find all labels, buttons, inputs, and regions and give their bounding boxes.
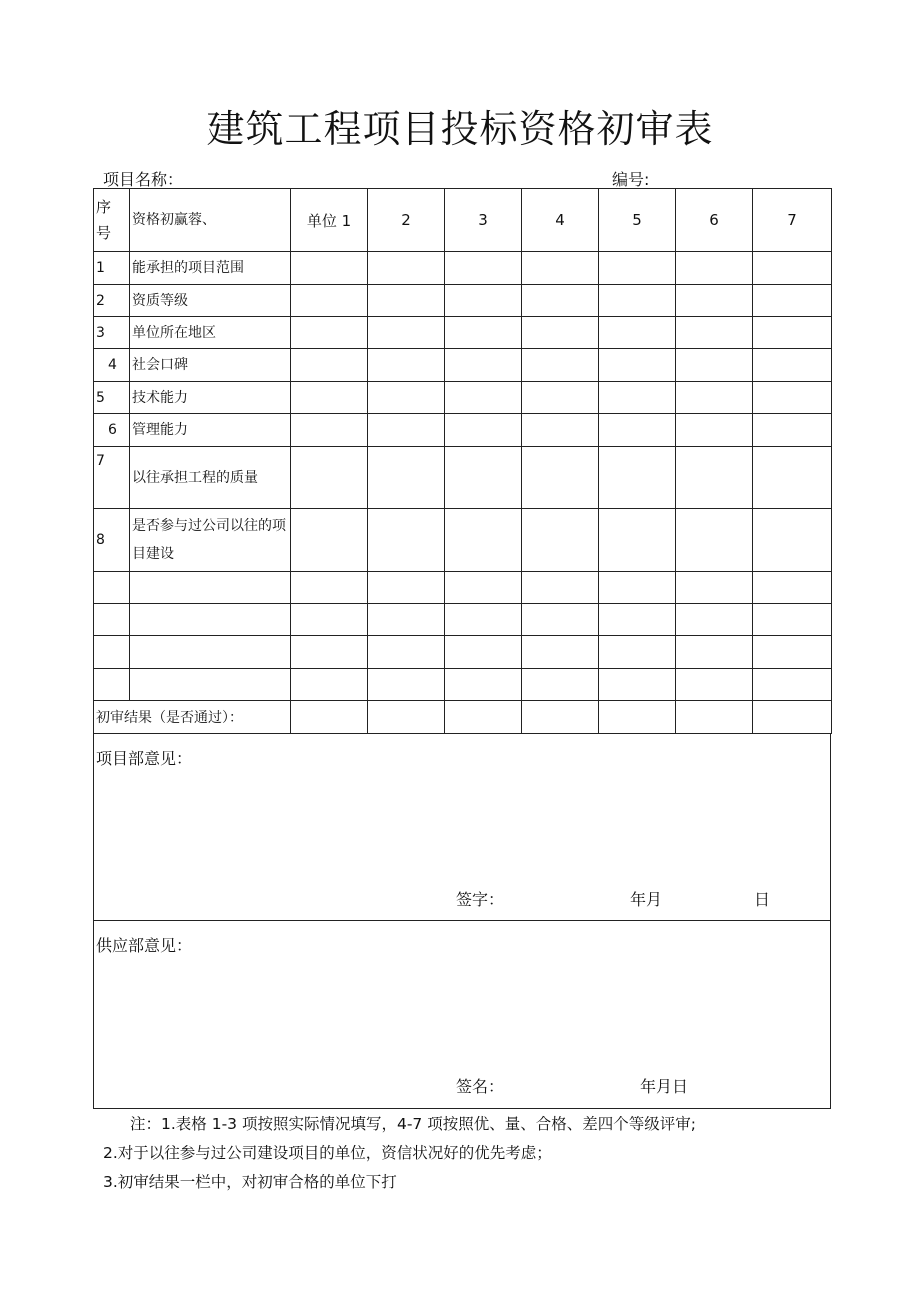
project-date-ym: 年月 (630, 890, 663, 909)
note-line-2: 2.对于以往参与过公司建设项目的单位，资信状况好的优先考虑； (103, 1144, 552, 1162)
row-seq: 4 (94, 349, 130, 382)
empty-row (94, 669, 832, 701)
document-title: 建筑工程项目投标资格初审表 (206, 107, 714, 151)
row-item: 能承担的项目范围 (130, 252, 291, 285)
table-row (94, 285, 832, 317)
note-line-1: 注：1.表格 1-3 项按照实际情况填写，4-7 项按照优、量、合格、差四个等级评审; (130, 1115, 696, 1133)
header-unit-3: 3 (445, 189, 522, 252)
row-seq: 6 (94, 414, 130, 447)
row-seq: 3 (94, 317, 130, 349)
row-seq: 5 (94, 382, 130, 414)
row-item: 以往承担工程的质量 (130, 447, 291, 509)
row-item: 单位所在地区 (130, 317, 291, 349)
header-unit-1: 单位 1 (291, 189, 368, 252)
empty-row (94, 572, 832, 604)
row-item: 是否参与过公司以往的项目建设 (130, 509, 291, 572)
project-sign-label: 签字： (456, 890, 505, 909)
empty-row (94, 604, 832, 636)
project-name-label: 项目名称： (103, 170, 184, 189)
table-row (94, 252, 832, 285)
table-row (94, 317, 832, 349)
supply-sign-label: 签名： (456, 1077, 505, 1096)
supply-dept-label: 供应部意见： (96, 936, 193, 955)
qualification-table (93, 188, 832, 734)
empty-row (94, 636, 832, 669)
supply-date: 年月日 (640, 1077, 689, 1096)
header-unit-7: 7 (753, 189, 832, 252)
table-row (94, 447, 832, 509)
result-label: 初审结果（是否通过）： (94, 701, 291, 734)
row-seq: 1 (94, 252, 130, 285)
note-line-3: 3.初审结果一栏中，对初审合格的单位下打 (103, 1173, 397, 1191)
header-unit-5: 5 (599, 189, 676, 252)
project-dept-label: 项目部意见： (96, 749, 193, 768)
project-date-d: 日 (754, 890, 771, 909)
header-row (94, 189, 832, 252)
code-label: 编号: (612, 170, 650, 189)
header-seq-label: 序号 (96, 198, 112, 242)
header-unit-4: 4 (522, 189, 599, 252)
supply-dept-opinion (93, 921, 831, 1109)
header-criteria: 资格初赢蓉、 (130, 189, 291, 252)
row-item: 管理能力 (130, 414, 291, 447)
header-seq (94, 189, 130, 252)
row-item: 技术能力 (130, 382, 291, 414)
table-row (94, 414, 832, 447)
row-seq: 2 (94, 285, 130, 317)
table-row (94, 349, 832, 382)
header-unit-2: 2 (368, 189, 445, 252)
header-unit-6: 6 (676, 189, 753, 252)
row-seq: 8 (94, 509, 130, 572)
project-dept-opinion (93, 734, 831, 921)
row-item: 资质等级 (130, 285, 291, 317)
row-seq: 7 (94, 447, 130, 509)
row-item: 社会口碑 (130, 349, 291, 382)
result-row (94, 701, 832, 734)
table-row (94, 382, 832, 414)
table-row (94, 509, 832, 572)
